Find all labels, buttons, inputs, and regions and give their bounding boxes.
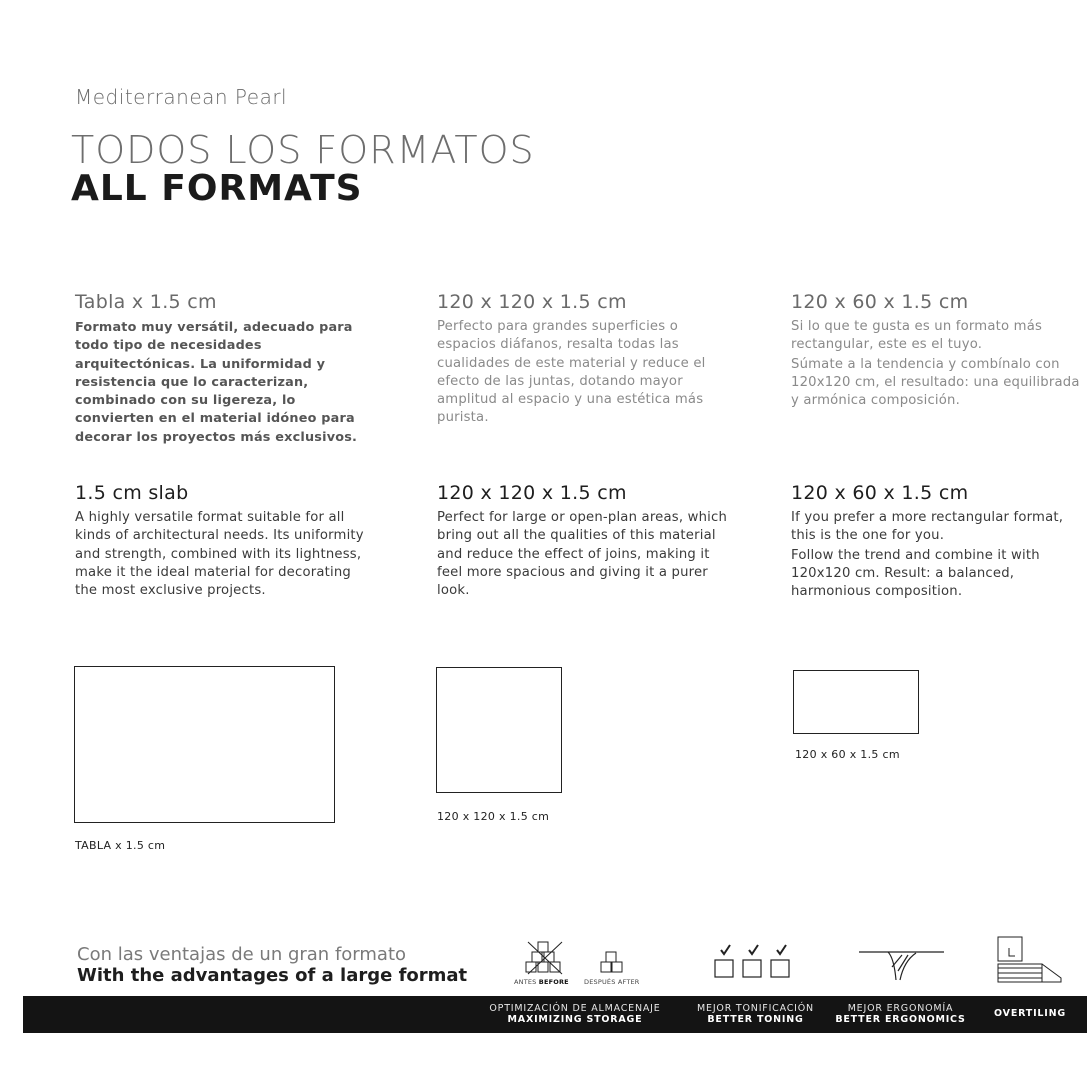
format-text-es: Formato muy versátil, adecuado para todo tipo de necesidades arquitectónicas. La uniformidad y resistencia que lo caracterizan, combinado con su ligereza, lo convierten en el material idóneo para decorar los proyectos más exclusivos. [75,320,358,445]
brand-name: Mediterranean Pearl [75,85,288,109]
feature-toning: MEJOR TONIFICACIÓN BETTER TONING [697,1003,814,1025]
format-heading-en: 120 x 120 x 1.5 cm [437,482,627,504]
format-text-en: If you prefer a more rectangular format, this is the one for you. Follow the trend and combine it with 120x120 cm. Result: a balanced, harmonious composition. [791,510,1064,600]
storage-icon [510,938,655,990]
advantages-bar [23,996,1087,1033]
title-english: ALL FORMATS [71,168,363,209]
feature-storage: OPTIMIZACIÓN DE ALMACENAJE MAXIMIZING STORAGE [489,1003,661,1025]
storage-after-label: DESPUÉS AFTER [584,978,640,986]
toning-checkboxes-icon [712,940,794,984]
format-heading-es: 120 x 60 x 1.5 cm [791,291,969,313]
overtiling-icon [997,936,1063,988]
feature-ergonomics: MEJOR ERGONOMÍA BETTER ERGONOMICS [835,1003,966,1025]
format-text-en: Perfect for large or open-plan areas, which bring out all the qualities of this material and reduce the effect of joins, making it feel more spacious and giving it a purer look. [437,510,728,599]
format-heading-es: Tabla x 1.5 cm [75,291,217,313]
advantages-title-en: With the advantages of a large format [77,965,468,986]
format-heading-en: 120 x 60 x 1.5 cm [791,482,969,504]
format-heading-es: 120 x 120 x 1.5 cm [437,291,627,313]
format-caption: 120 x 60 x 1.5 cm [795,748,900,761]
format-heading-en: 1.5 cm slab [75,482,189,504]
format-text-es: Perfecto para grandes superficies o espacios diáfanos, resalta todas las cualidades de este material y reduce el efecto de las juntas, dotando mayor amplitud al espacio y una estética más purista. [437,319,706,426]
format-caption: 120 x 120 x 1.5 cm [437,810,550,823]
square-format-shape [436,667,562,793]
title-spanish: TODOS LOS FORMATOS [71,128,535,172]
advantages-title-es: Con las ventajas de un gran formato [77,944,407,965]
format-text-es: Si lo que te gusta es un formato más rectangular, este es el tuyo. Súmate a la tendencia y combínalo con 120x120 cm, el resultado: una equilibrada y armónica composición. [791,319,1080,409]
feature-overtiling: OVERTILING [994,1008,1066,1019]
format-text-en: A highly versatile format suitable for all kinds of architectural needs. Its uniformity and strength, combined with its lightness, make it the ideal material for decorating the most exclusive projects. [75,510,364,599]
ergonomics-icon [858,946,946,986]
format-caption: TABLA x 1.5 cm [75,839,166,852]
slab-format-shape [74,666,335,823]
rectangle-format-shape [793,670,919,734]
storage-before-label: ANTES BEFORE [514,978,569,986]
